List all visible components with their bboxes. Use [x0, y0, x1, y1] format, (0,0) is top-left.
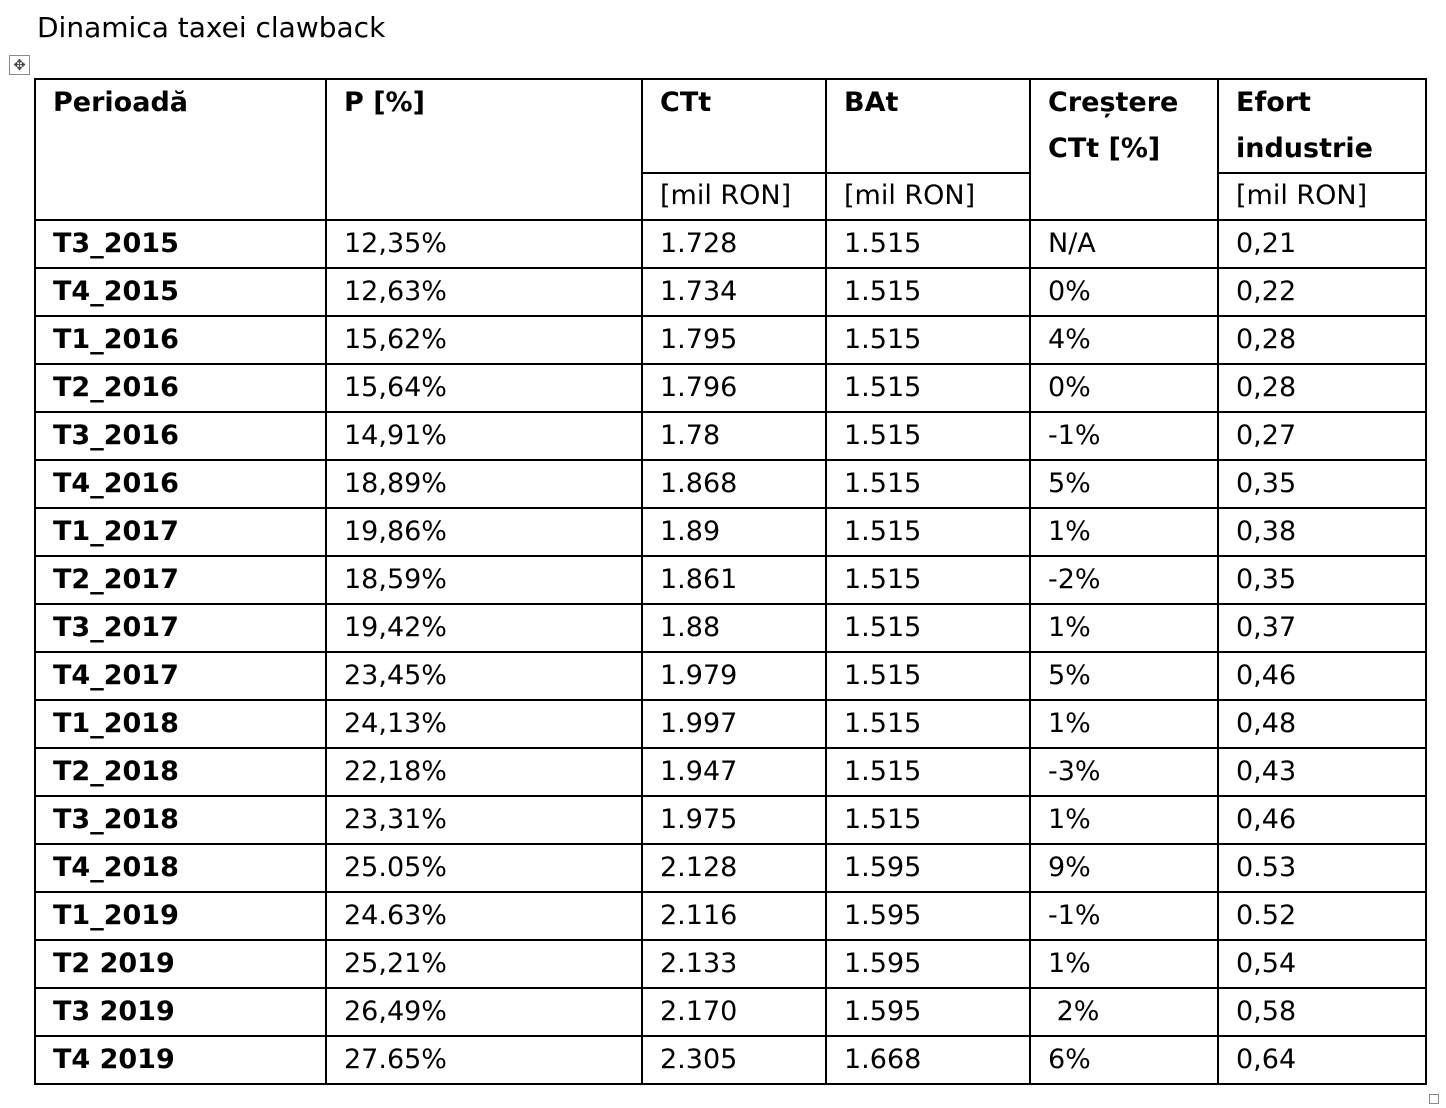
cell-bat: 1.515 — [826, 268, 1030, 316]
cell-perioada: T4_2015 — [35, 268, 326, 316]
cell-p: 23,31% — [326, 796, 642, 844]
cell-bat: 1.515 — [826, 316, 1030, 364]
document-title: Dinamica taxei clawback — [37, 11, 386, 44]
header-bat-unit: [mil RON] — [826, 173, 1030, 220]
table-move-handle-icon[interactable]: ✥ — [9, 55, 30, 75]
header-row — [35, 79, 1426, 173]
cell-ctt: 1.795 — [642, 316, 826, 364]
cell-bat: 1.515 — [826, 460, 1030, 508]
cell-efort: 0,35 — [1218, 460, 1426, 508]
cell-bat: 1.668 — [826, 1036, 1030, 1084]
cell-crestere: -1% — [1030, 892, 1218, 940]
cell-ctt: 2.116 — [642, 892, 826, 940]
cell-perioada: T4_2017 — [35, 652, 326, 700]
cell-ctt: 1.728 — [642, 220, 826, 268]
header-efort-line1: Efort — [1236, 87, 1311, 118]
cell-perioada: T4_2016 — [35, 460, 326, 508]
cell-efort: 0,21 — [1218, 220, 1426, 268]
table-resize-handle[interactable] — [1429, 1094, 1439, 1104]
cell-p: 19,86% — [326, 508, 642, 556]
cell-efort: 0,28 — [1218, 364, 1426, 412]
table-row — [35, 940, 1426, 988]
table-row — [35, 556, 1426, 604]
table-row — [35, 508, 1426, 556]
cell-perioada: T2 2019 — [35, 940, 326, 988]
cell-perioada: T2_2016 — [35, 364, 326, 412]
cell-ctt: 1.796 — [642, 364, 826, 412]
cell-p: 25.05% — [326, 844, 642, 892]
cell-crestere: 4% — [1030, 316, 1218, 364]
cell-perioada: T3_2016 — [35, 412, 326, 460]
cell-efort: 0.52 — [1218, 892, 1426, 940]
cell-bat: 1.595 — [826, 844, 1030, 892]
cell-crestere: 9% — [1030, 844, 1218, 892]
cell-p: 15,62% — [326, 316, 642, 364]
cell-perioada: T2_2017 — [35, 556, 326, 604]
cell-p: 27.65% — [326, 1036, 642, 1084]
table-row — [35, 460, 1426, 508]
table-row — [35, 412, 1426, 460]
cell-efort: 0,54 — [1218, 940, 1426, 988]
cell-p: 15,64% — [326, 364, 642, 412]
cell-crestere: 6% — [1030, 1036, 1218, 1084]
cell-p: 18,59% — [326, 556, 642, 604]
cell-efort: 0,58 — [1218, 988, 1426, 1036]
cell-efort: 0,43 — [1218, 748, 1426, 796]
cell-crestere: 1% — [1030, 604, 1218, 652]
table-row — [35, 748, 1426, 796]
table-row — [35, 316, 1426, 364]
table-row — [35, 796, 1426, 844]
cell-crestere: 2% — [1030, 988, 1218, 1036]
cell-ctt: 2.305 — [642, 1036, 826, 1084]
cell-ctt: 1.78 — [642, 412, 826, 460]
cell-ctt: 1.947 — [642, 748, 826, 796]
cell-ctt: 1.997 — [642, 700, 826, 748]
header-efort-line2: industrie — [1236, 133, 1373, 164]
cell-efort: 0,38 — [1218, 508, 1426, 556]
cell-crestere: -3% — [1030, 748, 1218, 796]
header-efort — [1218, 79, 1426, 173]
cell-bat: 1.515 — [826, 508, 1030, 556]
cell-bat: 1.515 — [826, 220, 1030, 268]
cell-efort: 0,22 — [1218, 268, 1426, 316]
cell-p: 12,35% — [326, 220, 642, 268]
cell-crestere: -2% — [1030, 556, 1218, 604]
cell-perioada: T4 2019 — [35, 1036, 326, 1084]
clawback-table — [34, 78, 1427, 1085]
header-bat: BAt — [826, 79, 1030, 173]
cell-bat: 1.515 — [826, 652, 1030, 700]
table-row — [35, 844, 1426, 892]
cell-ctt: 1.868 — [642, 460, 826, 508]
header-perioada: Perioadă — [35, 79, 326, 220]
cell-perioada: T3_2017 — [35, 604, 326, 652]
cell-ctt: 1.861 — [642, 556, 826, 604]
table-row — [35, 1036, 1426, 1084]
cell-crestere: 1% — [1030, 508, 1218, 556]
table-row — [35, 988, 1426, 1036]
cell-bat: 1.515 — [826, 604, 1030, 652]
cell-bat: 1.515 — [826, 364, 1030, 412]
cell-ctt: 1.979 — [642, 652, 826, 700]
cell-perioada: T4_2018 — [35, 844, 326, 892]
table-row — [35, 700, 1426, 748]
cell-bat: 1.515 — [826, 412, 1030, 460]
cell-crestere: 0% — [1030, 364, 1218, 412]
cell-crestere: N/A — [1030, 220, 1218, 268]
cell-perioada: T1_2018 — [35, 700, 326, 748]
cell-ctt: 2.170 — [642, 988, 826, 1036]
cell-efort: 0,64 — [1218, 1036, 1426, 1084]
cell-efort: 0,37 — [1218, 604, 1426, 652]
cell-perioada: T1_2019 — [35, 892, 326, 940]
cell-bat: 1.595 — [826, 892, 1030, 940]
cell-ctt: 1.734 — [642, 268, 826, 316]
cell-bat: 1.595 — [826, 940, 1030, 988]
cell-p: 26,49% — [326, 988, 642, 1036]
cell-crestere: 1% — [1030, 940, 1218, 988]
header-efort-unit: [mil RON] — [1218, 173, 1426, 220]
cell-bat: 1.515 — [826, 748, 1030, 796]
cell-p: 12,63% — [326, 268, 642, 316]
cell-p: 23,45% — [326, 652, 642, 700]
cell-crestere: 5% — [1030, 652, 1218, 700]
cell-ctt: 2.128 — [642, 844, 826, 892]
cell-crestere: 1% — [1030, 700, 1218, 748]
cell-ctt: 1.89 — [642, 508, 826, 556]
cell-p: 24.63% — [326, 892, 642, 940]
cell-p: 24,13% — [326, 700, 642, 748]
cell-efort: 0,46 — [1218, 652, 1426, 700]
header-p: P [%] — [326, 79, 642, 220]
table-row — [35, 652, 1426, 700]
cell-p: 25,21% — [326, 940, 642, 988]
table-row — [35, 220, 1426, 268]
table-row — [35, 364, 1426, 412]
cell-perioada: T2_2018 — [35, 748, 326, 796]
header-ctt-unit: [mil RON] — [642, 173, 826, 220]
table-row — [35, 892, 1426, 940]
cell-crestere: 1% — [1030, 796, 1218, 844]
cell-ctt: 1.975 — [642, 796, 826, 844]
header-crestere-line1: Creștere — [1048, 87, 1179, 118]
cell-bat: 1.515 — [826, 556, 1030, 604]
cell-bat: 1.515 — [826, 796, 1030, 844]
cell-perioada: T1_2016 — [35, 316, 326, 364]
cell-bat: 1.515 — [826, 700, 1030, 748]
cell-efort: 0,46 — [1218, 796, 1426, 844]
header-crestere-line2: CTt [%] — [1048, 133, 1161, 164]
table-row — [35, 268, 1426, 316]
cell-ctt: 1.88 — [642, 604, 826, 652]
cell-p: 22,18% — [326, 748, 642, 796]
cell-efort: 0,28 — [1218, 316, 1426, 364]
cell-efort: 0,48 — [1218, 700, 1426, 748]
cell-p: 14,91% — [326, 412, 642, 460]
cell-crestere: 5% — [1030, 460, 1218, 508]
cell-perioada: T3_2018 — [35, 796, 326, 844]
cell-crestere: 0% — [1030, 268, 1218, 316]
cell-efort: 0,35 — [1218, 556, 1426, 604]
cell-p: 19,42% — [326, 604, 642, 652]
cell-bat: 1.595 — [826, 988, 1030, 1036]
cell-crestere: -1% — [1030, 412, 1218, 460]
cell-ctt: 2.133 — [642, 940, 826, 988]
table-row — [35, 604, 1426, 652]
cell-p: 18,89% — [326, 460, 642, 508]
header-crestere — [1030, 79, 1218, 220]
cell-efort: 0.53 — [1218, 844, 1426, 892]
cell-perioada: T3_2015 — [35, 220, 326, 268]
cell-perioada: T1_2017 — [35, 508, 326, 556]
cell-efort: 0,27 — [1218, 412, 1426, 460]
cell-perioada: T3 2019 — [35, 988, 326, 1036]
header-ctt: CTt — [642, 79, 826, 173]
